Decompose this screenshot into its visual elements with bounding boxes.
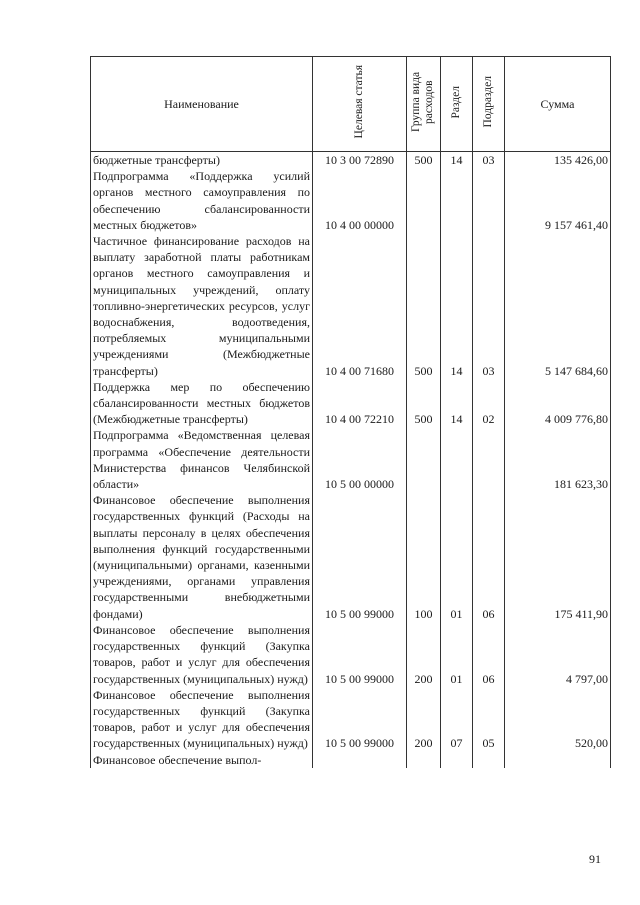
table-row <box>91 168 611 233</box>
table-row <box>91 622 611 687</box>
row-target-article: 10 5 00 99000 <box>313 622 407 687</box>
row-section <box>441 427 473 492</box>
table-header-row <box>91 57 611 152</box>
row-subsection <box>473 168 505 233</box>
table-row <box>91 152 611 169</box>
row-sum: 5 147 684,60 <box>505 233 611 379</box>
row-expense-group: 500 <box>407 152 441 169</box>
row-section: 07 <box>441 687 473 752</box>
row-subsection <box>473 752 505 768</box>
row-target-article: 10 4 00 71680 <box>313 233 407 379</box>
row-subsection: 03 <box>473 152 505 169</box>
budget-table <box>90 56 611 768</box>
row-target-article: 10 5 00 99000 <box>313 687 407 752</box>
table-row <box>91 752 611 768</box>
page-number: 91 <box>589 852 601 866</box>
row-section: 01 <box>441 492 473 622</box>
row-subsection: 03 <box>473 233 505 379</box>
table-row <box>91 233 611 379</box>
row-target-article: 10 3 00 72890 <box>313 152 407 169</box>
row-section: 01 <box>441 622 473 687</box>
row-target-article: 10 4 00 00000 <box>313 168 407 233</box>
row-expense-group: 100 <box>407 492 441 622</box>
row-expense-group <box>407 168 441 233</box>
row-expense-group <box>407 752 441 768</box>
header-name: Наименование <box>91 57 313 152</box>
row-section <box>441 752 473 768</box>
row-expense-group: 200 <box>407 622 441 687</box>
row-subsection <box>473 427 505 492</box>
row-expense-group: 500 <box>407 233 441 379</box>
row-sum: 135 426,00 <box>505 152 611 169</box>
row-subsection: 06 <box>473 492 505 622</box>
table-row <box>91 427 611 492</box>
row-sum: 4 009 776,80 <box>505 379 611 428</box>
row-sum: 181 623,30 <box>505 427 611 492</box>
row-target-article: 10 5 00 99000 <box>313 492 407 622</box>
row-section <box>441 168 473 233</box>
table-row <box>91 379 611 428</box>
row-name: Финансовое обеспечение выполнения государственных функций (Закупка товаров, работ и услуг для обеспечения государственных (муниципальных) нужд) <box>91 687 313 752</box>
header-target-article: Целевая статья <box>313 57 407 152</box>
row-name: Подпрограмма «Ведомственная целевая программа «Обеспечение деятельности Министерства финансов Челябинской области» <box>91 427 313 492</box>
header-expense-group: Группа вида расходов <box>407 57 441 152</box>
row-name: Подпрограмма «Поддержка усилий органов местного самоуправления по обеспечению сбалансированности местных бюджетов» <box>91 168 313 233</box>
header-section: Раздел <box>441 57 473 152</box>
row-name: Поддержка мер по обеспечению сбалансированности местных бюджетов (Межбюджетные трансферты) <box>91 379 313 428</box>
row-subsection: 05 <box>473 687 505 752</box>
row-expense-group <box>407 427 441 492</box>
row-subsection: 06 <box>473 622 505 687</box>
row-sum <box>505 752 611 768</box>
table-row <box>91 492 611 622</box>
row-sum: 9 157 461,40 <box>505 168 611 233</box>
row-sum: 520,00 <box>505 687 611 752</box>
row-name: Финансовое обеспечение выполнения государственных функций (Закупка товаров, работ и услуг для обеспечения государственных (муниципальных) нужд) <box>91 622 313 687</box>
row-sum: 4 797,00 <box>505 622 611 687</box>
row-name: Финансовое обеспечение выпол- <box>91 752 313 768</box>
row-target-article: 10 5 00 00000 <box>313 427 407 492</box>
row-name: бюджетные трансферты) <box>91 152 313 169</box>
row-target-article <box>313 752 407 768</box>
row-name: Частичное финансирование расходов на выплату заработной платы работникам органов местного самоуправления и муниципальных учреждений, оплату топливно-энергетических ресурсов, услуг водоснабжения, водоотведения, потребляемых муниципальными учреждениями (Межбюджетные трансферты) <box>91 233 313 379</box>
row-sum: 175 411,90 <box>505 492 611 622</box>
row-section: 14 <box>441 379 473 428</box>
row-subsection: 02 <box>473 379 505 428</box>
table-row <box>91 687 611 752</box>
row-section: 14 <box>441 152 473 169</box>
row-target-article: 10 4 00 72210 <box>313 379 407 428</box>
row-expense-group: 200 <box>407 687 441 752</box>
row-expense-group: 500 <box>407 379 441 428</box>
row-name: Финансовое обеспечение выполнения государственных функций (Расходы на выплаты персоналу в целях обеспечения выполнения функций государственными (муниципальными) органами, казенными учреждениями, органами управления государственными внебюджетными фондами) <box>91 492 313 622</box>
header-sum: Сумма <box>505 57 611 152</box>
header-subsection: Подраздел <box>473 57 505 152</box>
row-section: 14 <box>441 233 473 379</box>
